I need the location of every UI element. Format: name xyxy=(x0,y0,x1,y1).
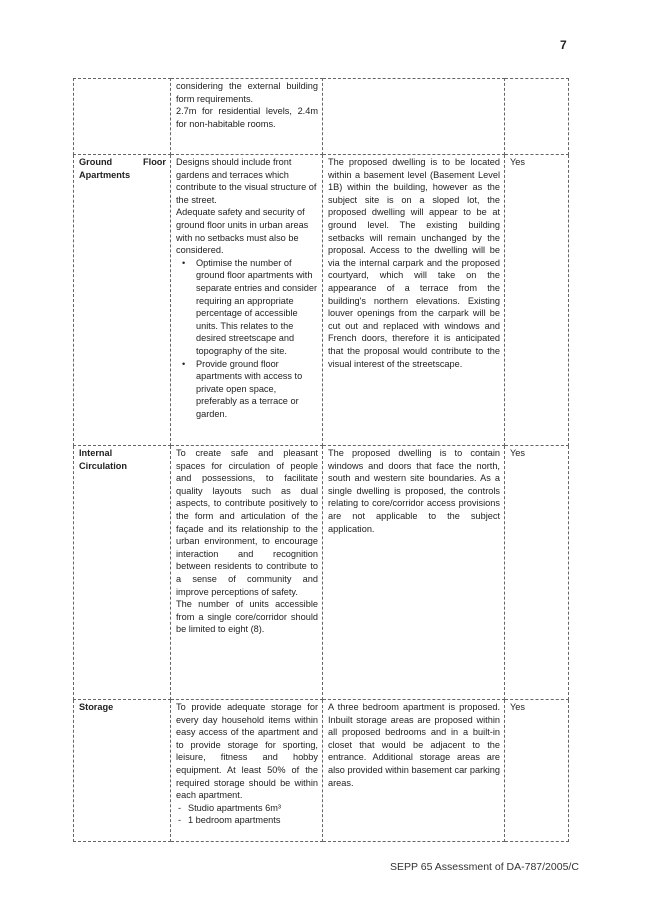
page-footer: SEPP 65 Assessment of DA-787/2005/C xyxy=(390,861,579,873)
criterion-label: Internal xyxy=(79,448,113,458)
requirement-text: To create safe and pleasant spaces for circulation of people and possessions, to facilitate quality layouts such as dual aspects, to contribute positively to the form and articulation of the façade and its relationship to the urban environment, to encourage interaction and recognition between residents to contribute to a sense of community and improve perceptions of safety. xyxy=(176,448,318,597)
list-item: • Optimise the number of ground floor apartments with separate entries and consider requiring an appropriate percentage of accessible units. This relates to the desired streetscape and topography of the site. xyxy=(196,257,318,358)
criterion-cell xyxy=(74,700,171,842)
requirement-cell xyxy=(171,700,323,842)
table-row xyxy=(74,446,569,700)
requirement-text: To provide adequate storage for every day household items within easy access of the apartment and to provide storage for sporting, leisure, fitness and hobby equipment. At least 50% of the required storage should be within each apartment. xyxy=(176,702,318,801)
requirement-text: Designs should include front gardens and terraces which contribute to the visual structure of the street. xyxy=(176,157,317,205)
table-row xyxy=(74,79,569,155)
requirement-cell xyxy=(171,446,323,700)
compliance-cell xyxy=(505,155,569,446)
criterion-label: Apartments xyxy=(79,169,131,180)
criterion-label: Storage xyxy=(79,702,114,712)
comment-cell xyxy=(323,155,505,446)
comment-cell xyxy=(323,700,505,842)
comment-text: The proposed dwelling is to contain windows and doors that face the north, south and western site boundaries. As a single dwelling is proposed, the controls relating to core/corridor access provisions are not applicable to the subject application. xyxy=(328,448,500,534)
list-item: • Provide ground floor apartments with access to private open space, preferably as a terrace or garden. xyxy=(196,358,318,421)
list-item: - 1 bedroom apartments xyxy=(188,814,318,827)
criterion-label: Ground xyxy=(79,157,113,167)
comment-cell xyxy=(323,446,505,700)
table-row xyxy=(74,700,569,842)
requirement-text: 2.7m for residential levels, 2.4m for non-habitable rooms. xyxy=(176,106,318,129)
requirement-list xyxy=(176,257,318,421)
requirement-cell xyxy=(171,155,323,446)
requirement-text: The number of units accessible from a single core/corridor should be limited to eight (8). xyxy=(176,599,318,635)
requirement-text: considering the external building form requirements. xyxy=(176,81,318,104)
table-row xyxy=(74,155,569,446)
criterion-label: Circulation xyxy=(79,460,127,471)
comment-text: A three bedroom apartment is proposed. Inbuilt storage areas are proposed within all proposed bedrooms and in a built-in closet that would be adjacent to the entrance. Additional storage areas are also provided within basement car parking areas. xyxy=(328,702,500,788)
compliance-value: Yes xyxy=(510,702,525,712)
compliance-cell xyxy=(505,700,569,842)
criterion-cell xyxy=(74,79,171,155)
compliance-cell xyxy=(505,446,569,700)
list-item: - Studio apartments 6m³ xyxy=(188,802,318,815)
criterion-cell xyxy=(74,155,171,446)
requirement-list xyxy=(176,802,318,827)
compliance-value: Yes xyxy=(510,157,525,167)
comment-cell xyxy=(323,79,505,155)
criterion-cell xyxy=(74,446,171,700)
criterion-label: Floor xyxy=(143,157,166,167)
assessment-table xyxy=(73,78,569,842)
page-number: 7 xyxy=(560,38,567,52)
requirement-text: Adequate safety and security of ground floor units in urban areas with no setbacks must also be considered. xyxy=(176,207,309,256)
requirement-cell xyxy=(171,79,323,155)
comment-text: The proposed dwelling is to be located within a basement level (Basement Level 1B) within the building, however as the subject site is on a sloped lot, the proposed dwelling will appear to be at ground level. The existing building setbacks will remain unchanged by the proposal. Access to the dwelling will be via the internal carpark and the proposed courtyard, which will take on the appearance of a terrace from the building's northern elevations. Existing louver openings from the carpark will be cut out and replaced with windows and French doors, therefore it is anticipated that the proposal would contribute to the visual interest of the streetscape. xyxy=(328,157,500,369)
compliance-value: Yes xyxy=(510,448,525,458)
compliance-cell xyxy=(505,79,569,155)
